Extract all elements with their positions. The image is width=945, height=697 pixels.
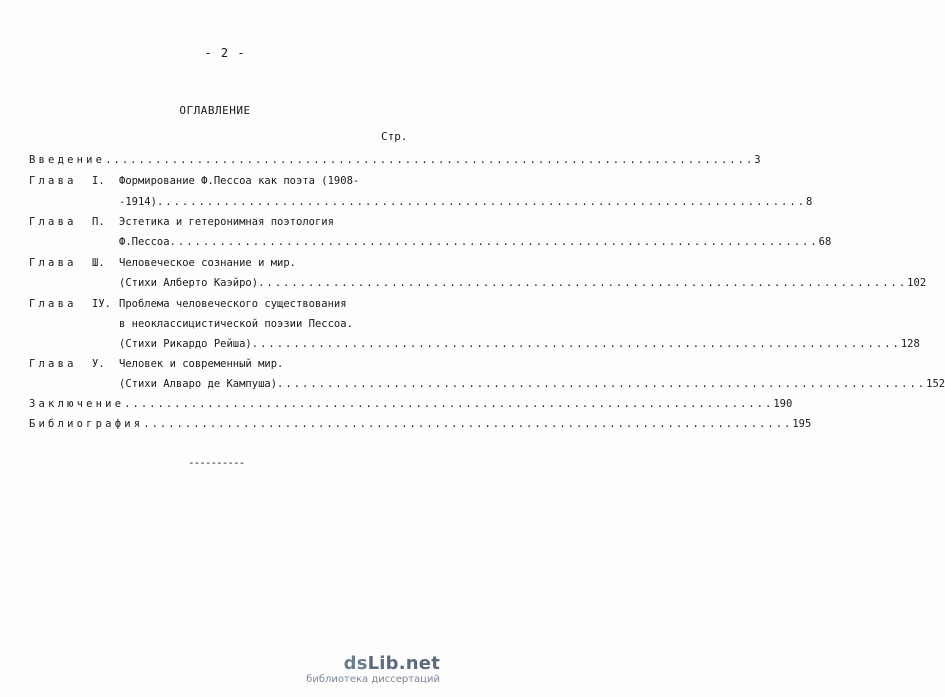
dot-leader: .............................................................................. bbox=[251, 338, 901, 350]
toc-entry-conclusion bbox=[29, 396, 793, 412]
chapter-title-line: в неоклассицистической поэзии Пессоа. bbox=[119, 318, 353, 330]
toc-entry-chapter-3 bbox=[29, 255, 411, 271]
toc-entry-page: 190 bbox=[773, 398, 793, 410]
toc-entry-page: 152 bbox=[926, 378, 945, 390]
toc-title: ОГЛАВЛЕНИЕ bbox=[179, 104, 251, 117]
chapter-word: Глава bbox=[29, 358, 77, 370]
chapter-word: Глава bbox=[29, 298, 77, 310]
toc-entry-chapter-4 bbox=[29, 296, 411, 312]
toc-entry-bibliography bbox=[29, 416, 812, 432]
chapter-number: П. bbox=[92, 216, 105, 228]
toc-entry-page: 3 bbox=[754, 154, 761, 166]
toc-entry-chapter-2 bbox=[29, 214, 411, 230]
chapter-title-line: Ф.Пессоа bbox=[119, 236, 170, 248]
dot-leader: .............................................................................. bbox=[143, 418, 793, 430]
chapter-number: Ш. bbox=[92, 257, 105, 269]
page-number: - 2 - bbox=[204, 46, 246, 60]
toc-entry-label: Библиография bbox=[29, 418, 144, 430]
watermark-logo bbox=[306, 653, 440, 674]
toc-entry-page: 195 bbox=[792, 418, 812, 430]
chapter-word: Глава bbox=[29, 216, 77, 228]
toc-entry-chapter-5-cont bbox=[119, 376, 945, 392]
chapter-title-line: Проблема человеческого существования bbox=[119, 298, 347, 310]
dot-leader: .............................................................................. bbox=[277, 378, 927, 390]
dot-leader: .............................................................................. bbox=[156, 196, 807, 208]
toc-entry-chapter-1 bbox=[29, 173, 411, 189]
toc-entry-page: 102 bbox=[907, 277, 927, 289]
toc-entry-page: 68 bbox=[818, 236, 832, 248]
chapter-title-line: (Стихи Рикардо Рейша) bbox=[119, 338, 252, 350]
watermark-subtitle: библиотека диссертаций bbox=[306, 674, 440, 685]
chapter-title-line: Эстетика и гетеронимная поэтология bbox=[119, 216, 334, 228]
toc-entry-chapter-3-cont bbox=[119, 275, 927, 291]
chapter-word: Глава bbox=[29, 257, 77, 269]
watermark-logo-rest: Lib.net bbox=[367, 653, 440, 674]
chapter-title-line: (Стихи Алберто Каэйро) bbox=[119, 277, 259, 289]
chapter-number: I. bbox=[92, 175, 105, 187]
toc-entry-label: Заключение bbox=[29, 398, 125, 410]
dot-leader: .............................................................................. bbox=[258, 277, 908, 289]
toc-entry-chapter-5 bbox=[29, 356, 411, 372]
toc-entry-chapter-1-cont bbox=[119, 194, 813, 210]
watermark bbox=[306, 653, 440, 685]
closing-rule: ---------- bbox=[188, 456, 245, 469]
page-column-header: Стр. bbox=[381, 130, 408, 143]
toc-entry-chapter-4-cont bbox=[119, 336, 920, 352]
chapter-word: Глава bbox=[29, 175, 77, 187]
toc-entry-label: Введение bbox=[29, 154, 106, 166]
dot-leader: .............................................................................. bbox=[105, 154, 755, 166]
dot-leader: .............................................................................. bbox=[169, 236, 819, 248]
watermark-logo-ds: ds bbox=[343, 653, 368, 674]
chapter-title-line: Формирование Ф.Пессоа как поэта (1908- bbox=[119, 175, 360, 187]
chapter-title-line: Человек и современный мир. bbox=[119, 358, 284, 370]
chapter-title-line: (Стихи Алваро де Кампуша) bbox=[119, 378, 278, 390]
chapter-number: У. bbox=[92, 358, 105, 370]
chapter-title-line: -1914) bbox=[119, 196, 157, 208]
dot-leader: .............................................................................. bbox=[124, 398, 774, 410]
toc-entry-chapter-4-line-2 bbox=[29, 316, 411, 332]
chapter-number: IУ. bbox=[92, 298, 111, 310]
toc-entry-chapter-2-cont bbox=[119, 234, 832, 250]
toc-entry-page: 8 bbox=[806, 196, 813, 208]
toc-entry-introduction bbox=[29, 152, 761, 168]
chapter-title-line: Человеческое сознание и мир. bbox=[119, 257, 297, 269]
toc-entry-page: 128 bbox=[900, 338, 920, 350]
